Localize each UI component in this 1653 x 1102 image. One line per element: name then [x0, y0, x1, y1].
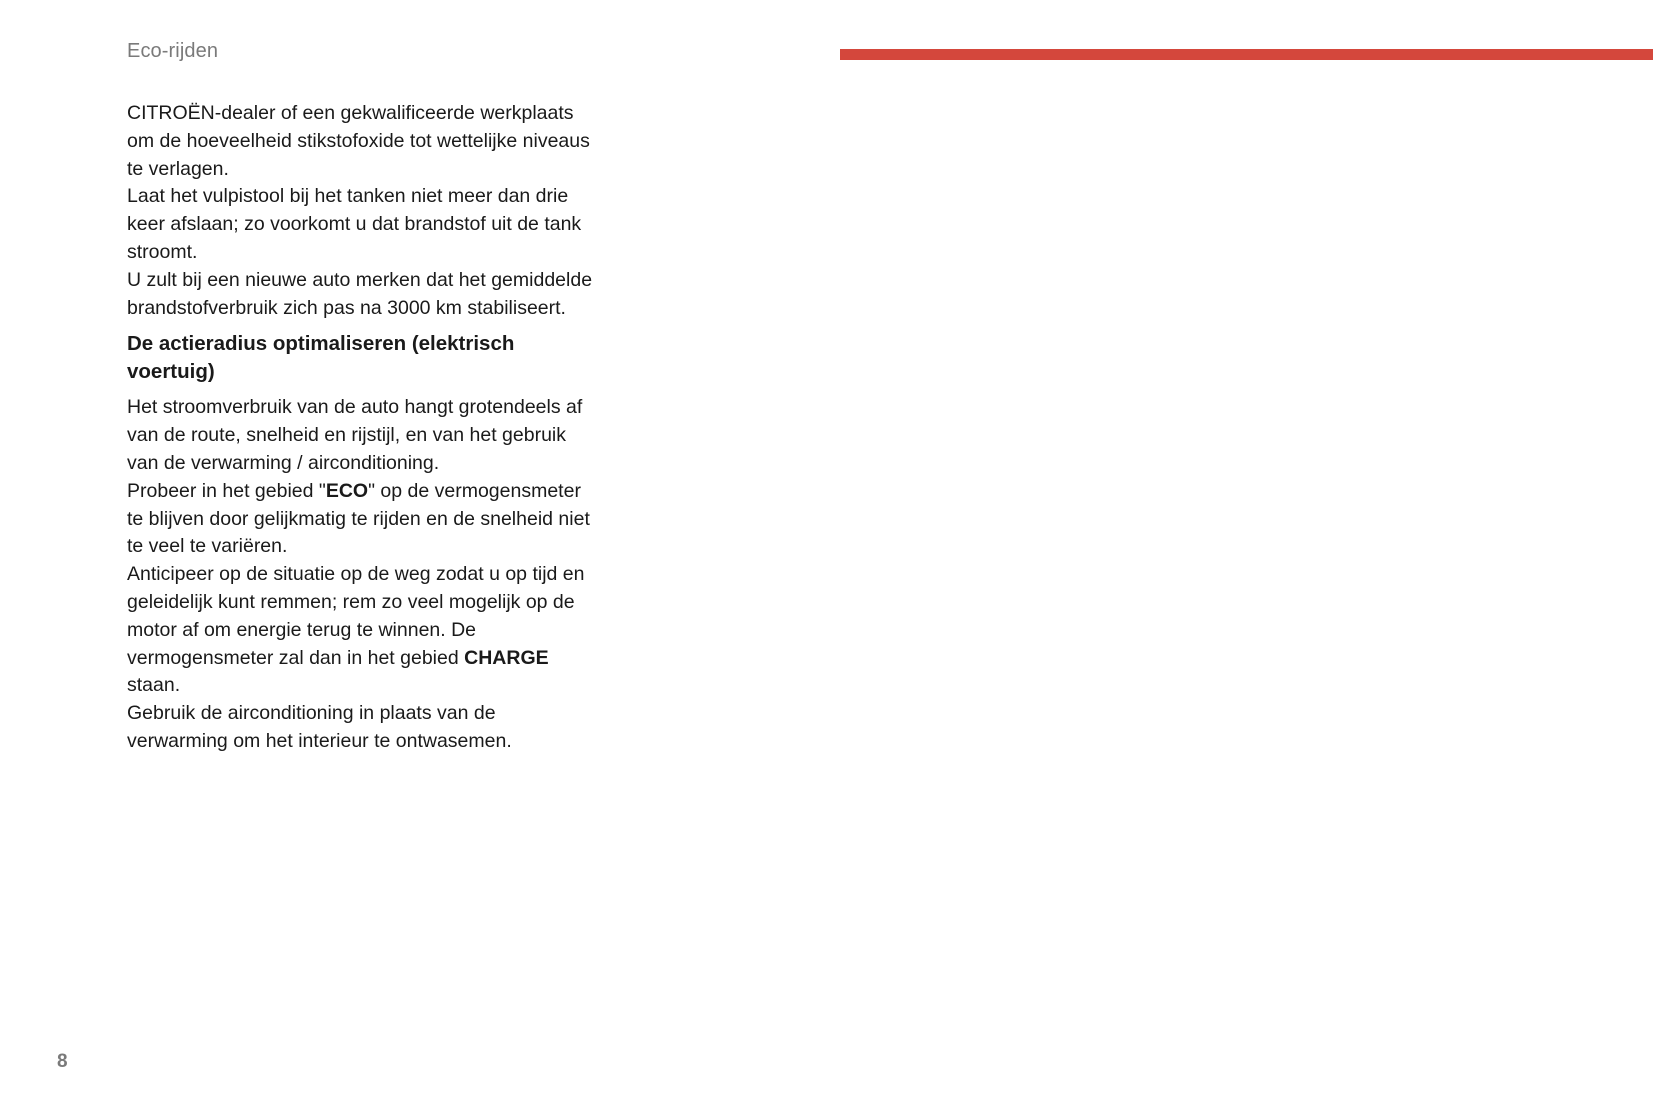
- section-title: Eco-rijden: [127, 40, 219, 62]
- heading-range-optimization: De actieradius optimaliseren (elektrisch voertuig): [127, 332, 515, 384]
- paragraph-eco: [127, 478, 597, 561]
- paragraph-dealer: CITROËN-dealer of een gekwalificeerde werkplaats om de hoeveelheid stikstofoxide tot wettelijke niveaus te verlagen.: [127, 102, 590, 180]
- paragraph-aircon: Gebruik de airconditioning in plaats van de verwarming om het interieur te ontwasemen.: [127, 702, 512, 752]
- eco-keyword: ECO: [325, 479, 369, 502]
- paragraph-new-car: U zult bij een nieuwe auto merken dat het gemiddelde brandstofverbruik zich pas na 3000 km stabiliseert.: [127, 268, 593, 319]
- paragraph-charge-after: staan.: [127, 674, 181, 697]
- paragraph-eco-after: " op de vermogensmeter te blijven door gelijkmatig te rijden en de snelheid niet te veel te variëren.: [127, 479, 590, 558]
- page-number: 8: [57, 1051, 68, 1072]
- paragraph-charge-before: Anticipeer op de situatie op de weg zodat u op tijd en geleidelijk kunt remmen; rem zo veel mogelijk op de motor af om energie terug te winnen. De vermogensmeter zal dan in het gebied: [127, 563, 585, 669]
- paragraph-consumption: Het stroomverbruik van de auto hangt grotendeels af van de route, snelheid en rijstijl, en van het gebruik van de verwarming / airconditioning.: [127, 396, 583, 474]
- paragraph-charge: [127, 561, 597, 700]
- charge-keyword: CHARGE: [464, 646, 549, 669]
- accent-bar: [840, 49, 1653, 60]
- paragraph-refuel: Laat het vulpistool bij het tanken niet meer dan drie keer afslaan; zo voorkomt u dat brandstof uit de tank stroomt.: [127, 185, 582, 263]
- page-content: [127, 100, 597, 756]
- paragraph-eco-before: Probeer in het gebied ": [127, 479, 326, 502]
